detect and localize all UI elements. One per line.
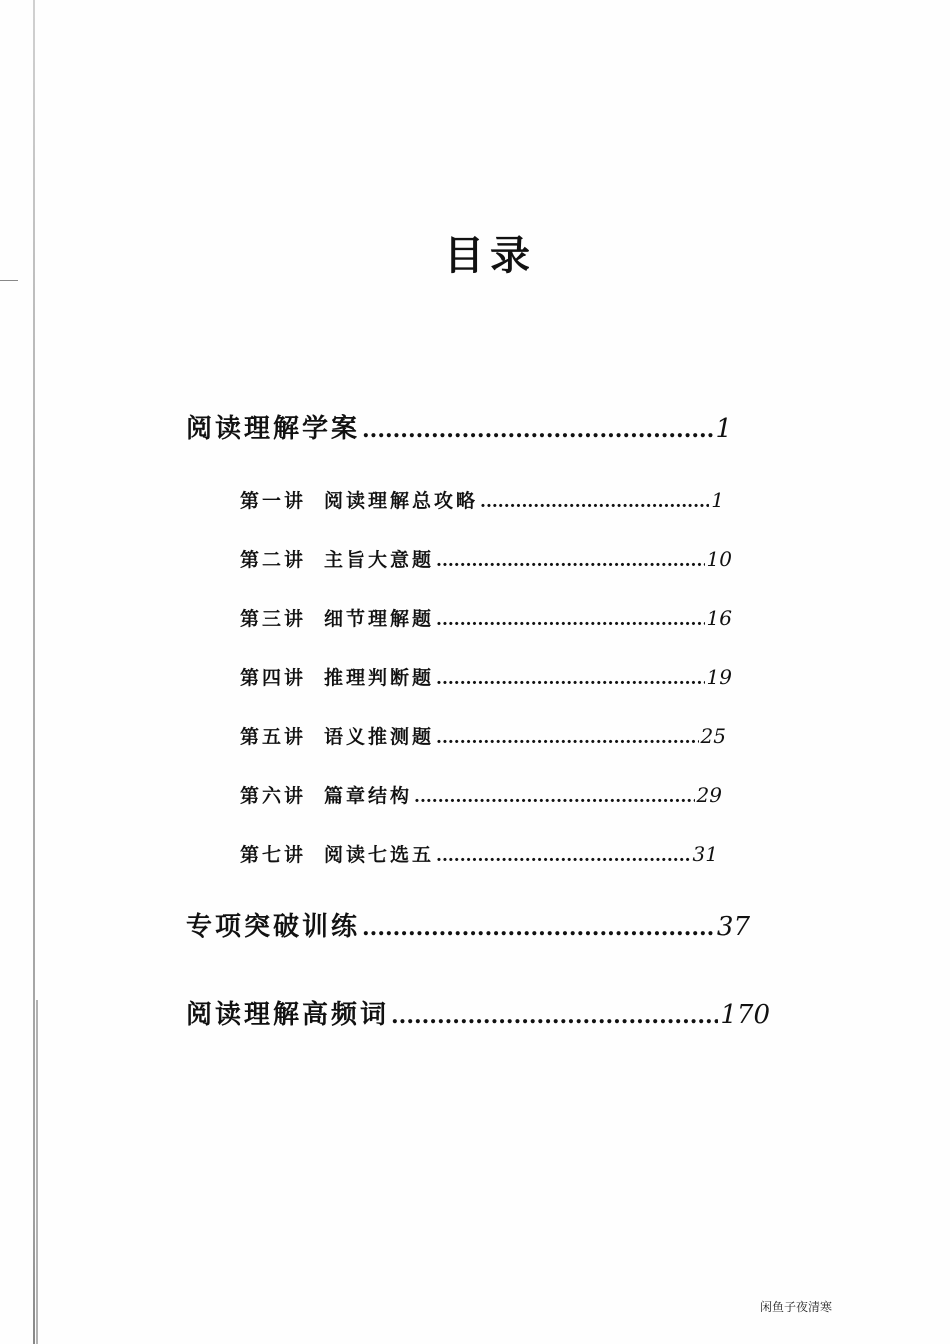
toc-entry-label: 阅读理解学案 (186, 414, 361, 444)
toc-entry-label: 阅读理解高频词 (186, 1000, 390, 1030)
toc-chapter-number: 第一讲 (240, 490, 307, 512)
toc-page-number: 10 (706, 547, 732, 571)
toc-chapter-number: 第四讲 (240, 667, 307, 689)
toc-chapter-6[interactable] (240, 781, 722, 808)
toc-leader-dots (436, 551, 705, 571)
toc-chapter-label: 阅读七选五 (324, 844, 435, 866)
toc-chapter-label: 语义推测题 (324, 726, 435, 748)
toc-leader-dots (480, 492, 709, 512)
toc-chapter-3[interactable] (240, 604, 732, 631)
toc-chapter-1[interactable] (240, 486, 724, 513)
toc-chapter-number: 第六讲 (240, 785, 307, 807)
toc-page-number: 19 (706, 665, 732, 689)
toc-page-number: 29 (696, 783, 722, 807)
toc-chapter-label: 篇章结构 (324, 785, 413, 807)
toc-chapter-label: 阅读理解总攻略 (324, 490, 479, 512)
toc-leader-dots (414, 787, 695, 807)
toc-chapter-number: 第三讲 (240, 608, 307, 630)
toc-leader-dots (362, 915, 715, 941)
toc-entry-high-frequency-words[interactable] (186, 994, 770, 1031)
toc-chapter-label: 细节理解题 (324, 608, 435, 630)
toc-page-number: 1 (715, 414, 732, 444)
toc-leader-dots (436, 610, 705, 630)
toc-leader-dots (436, 669, 705, 689)
scan-binding-edge (33, 0, 35, 1344)
toc-entry-reading-plan[interactable] (186, 408, 732, 445)
toc-chapter-7[interactable] (240, 840, 718, 867)
toc-chapter-5[interactable] (240, 722, 726, 749)
page-title: 目录 (444, 233, 536, 279)
toc-page-number: 170 (720, 1000, 770, 1030)
toc-chapter-label: 主旨大意题 (324, 549, 435, 571)
toc-entry-label: 专项突破训练 (186, 912, 361, 942)
scan-binding-shadow (36, 1000, 38, 1344)
toc-page-number: 31 (692, 842, 718, 866)
toc-page-number: 25 (700, 724, 726, 748)
toc-chapter-4[interactable] (240, 663, 732, 690)
toc-page-number: 16 (706, 606, 732, 630)
toc-chapter-label: 推理判断题 (324, 667, 435, 689)
toc-leader-dots (391, 1003, 718, 1029)
toc-entry-special-training[interactable] (186, 906, 750, 943)
toc-chapter-number: 第七讲 (240, 844, 307, 866)
toc-page-number: 1 (711, 488, 724, 512)
toc-chapter-number: 第五讲 (240, 726, 307, 748)
toc-leader-dots (362, 417, 713, 443)
watermark-text: 闲鱼子夜清寒 (760, 1300, 833, 1314)
toc-chapter-number: 第二讲 (240, 549, 307, 571)
toc-page-number: 37 (716, 912, 750, 942)
toc-chapter-2[interactable] (240, 545, 732, 572)
toc-leader-dots (436, 728, 699, 748)
toc-leader-dots (436, 846, 691, 866)
